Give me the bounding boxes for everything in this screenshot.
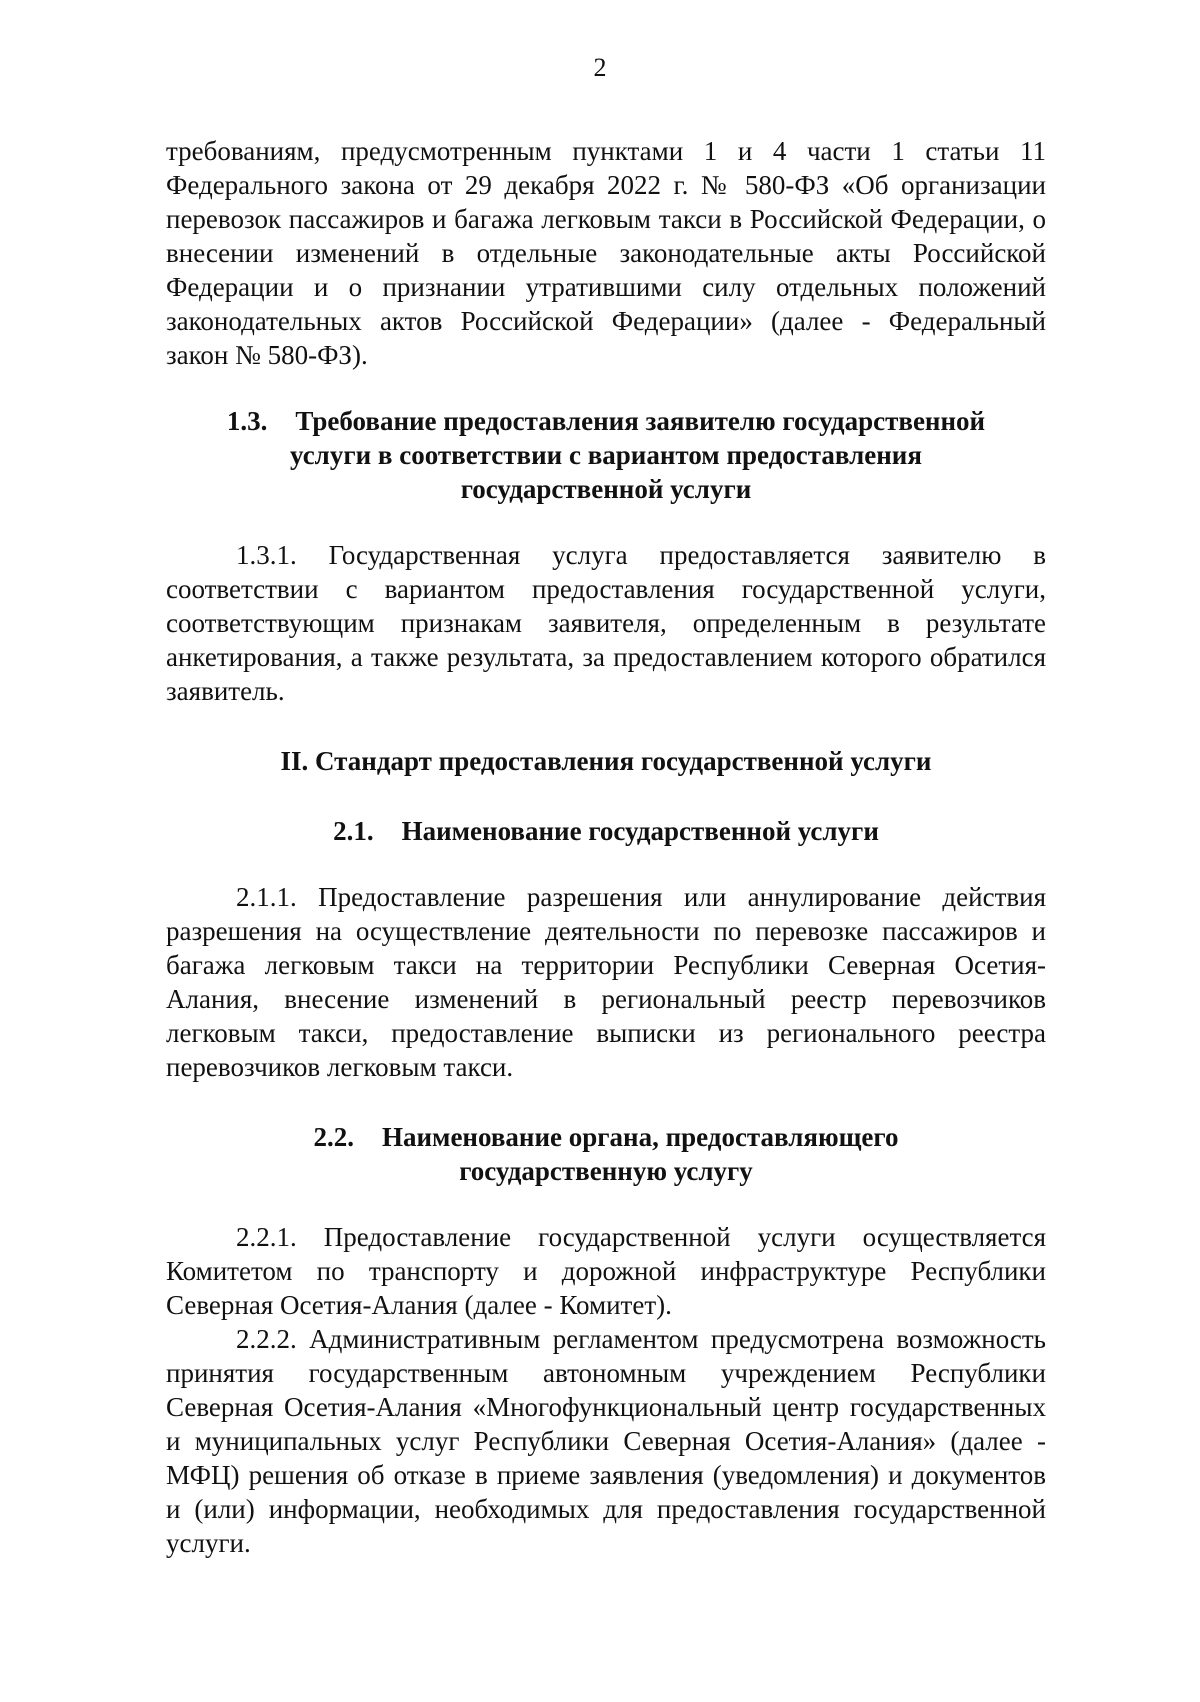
section-1-3-number: 1.3.: [226, 406, 268, 436]
chapter-2-heading: II. Стандарт предоставления государственной услуги: [280, 746, 932, 776]
paragraph-2-2-2: 2.2.2. Административным регламентом предусмотрена возможность принятия государственным автономным учреждением Республики Северная Осетия-Алания «Многофункциональный центр государственных и муниципальных услуг Республики Северная Осетия-Алания» (далее - МФЦ) решения об отказе в приеме заявления (уведомления) и документов и (или) информации, необходимых для предоставления государственной услуги.: [166, 1324, 1046, 1558]
section-2-2-title-line2: государственную услугу: [459, 1156, 753, 1186]
section-2-2-heading: [166, 1120, 1046, 1188]
section-2-2-number: 2.2.: [313, 1122, 354, 1152]
paragraph-2-1-1: 2.1.1. Предоставление разрешения или аннулирование действия разрешения на осуществление деятельности по перевозке пассажиров и багажа легковым такси на территории Республики Северная Осетия-Алания, внесение изменений в региональный реестр перевозчиков легковым такси, предоставление выписки из регионального реестра перевозчиков легковым такси.: [166, 882, 1046, 1082]
document-body: [166, 134, 1046, 1560]
section-1-3-heading: [166, 404, 1046, 506]
section-1-3-title-line1: Требование предоставления заявителю государственной: [295, 406, 986, 436]
section-2-1-title: Наименование государственной услуги: [401, 816, 879, 846]
section-2-2-title-line1: Наименование органа, предоставляющего: [382, 1122, 899, 1152]
intro-paragraph: требованиям, предусмотренным пунктами 1 и 4 части 1 статьи 11 Федерального закона от 29 декабря 2022 г. № 580-ФЗ «Об организации перевозок пассажиров и багажа легковым такси в Российской Федерации, о внесении изменений в отдельные законодательные акты Российской Федерации и о признании утратившими силу отдельных положений законодательных актов Российской Федерации» (далее - Федеральный закон № 580-ФЗ).: [166, 136, 1046, 370]
section-1-3-title-line2: услуги в соответствии с вариантом предоставления: [290, 440, 922, 470]
paragraph-1-3-1: 1.3.1. Государственная услуга предоставляется заявителю в соответствии с вариантом предоставления государственной услуги, соответствующим признакам заявителя, определенным в результате анкетирования, а также результата, за предоставлением которого обратился заявитель.: [166, 540, 1046, 706]
page-number: 2: [593, 53, 607, 82]
section-2-1-number: 2.1.: [333, 816, 374, 846]
section-2-1-heading: [166, 814, 1046, 848]
paragraph-2-2-1: 2.2.1. Предоставление государственной услуги осуществляется Комитетом по транспорту и дорожной инфраструктуре Республики Северная Осетия-Алания (далее - Комитет).: [166, 1222, 1046, 1320]
section-1-3-heading-line1: [166, 404, 1046, 438]
section-2-2-heading-line1: [166, 1120, 1046, 1154]
section-1-3-title-line3: государственной услуги: [460, 474, 752, 504]
